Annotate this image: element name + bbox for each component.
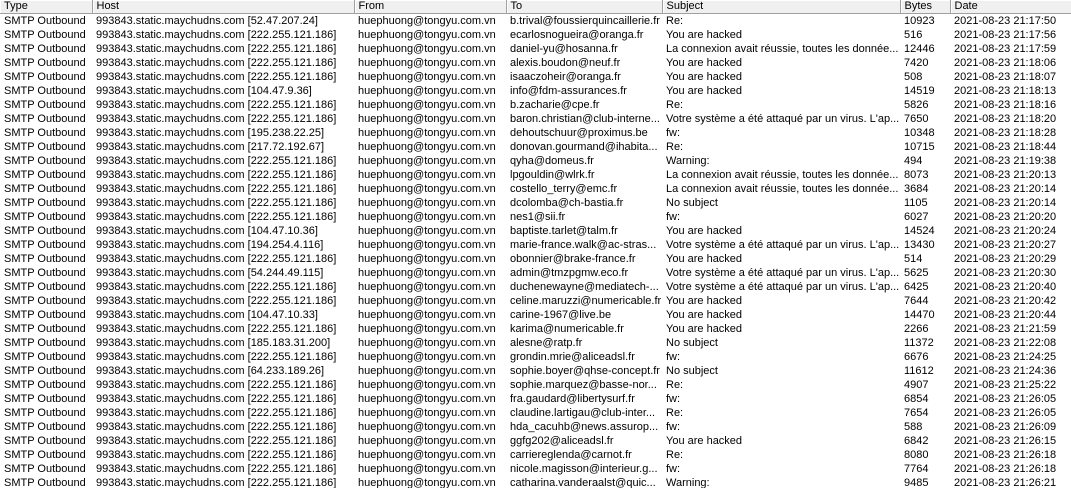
to-cell: b.trival@foussierquincaillerie.fr [510, 15, 660, 27]
subject-cell: Re: [666, 99, 684, 111]
bytes-cell: 4907 [904, 379, 929, 391]
to-cell: donovan.gourmand@ihabita... [510, 141, 658, 153]
from-cell: huephuong@tongyu.com.vn [358, 71, 496, 83]
to-cell: alexis.boudon@neuf.fr [510, 57, 621, 69]
bytes-cell: 14524 [904, 225, 935, 237]
to-cell: isaaczoheir@oranga.fr [510, 71, 621, 83]
table-row[interactable] [0, 364, 1071, 378]
type-cell: SMTP Outbound [4, 239, 86, 251]
date-cell: 2021-08-23 21:18:20 [954, 113, 1057, 125]
date-cell: 2021-08-23 21:26:21 [954, 477, 1057, 488]
subject-cell: Votre système a été attaqué par un virus. L'ap... [666, 113, 900, 125]
table-row[interactable] [0, 336, 1071, 350]
column-header-bytes[interactable]: Bytes [900, 0, 950, 14]
type-cell: SMTP Outbound [4, 211, 86, 223]
to-cell: info@fdm-assurances.fr [510, 85, 627, 97]
bytes-cell: 6854 [904, 393, 929, 405]
host-cell: 993843.static.maychudns.com [222.255.121.186] [96, 183, 337, 195]
subject-cell: fw: [666, 351, 681, 363]
host-cell: 993843.static.maychudns.com [52.47.207.24] [96, 15, 318, 27]
type-cell: SMTP Outbound [4, 113, 86, 125]
date-cell: 2021-08-23 21:17:50 [954, 15, 1057, 27]
bytes-cell: 8080 [904, 449, 929, 461]
subject-cell: Re: [666, 379, 684, 391]
host-cell: 993843.static.maychudns.com [222.255.121.186] [96, 421, 337, 433]
subject-cell: La connexion avait réussie, toutes les donnée... [666, 169, 899, 181]
subject-cell: No subject [666, 197, 718, 209]
table-row[interactable] [0, 266, 1071, 280]
bytes-cell: 10715 [904, 141, 935, 153]
host-cell: 993843.static.maychudns.com [222.255.121.186] [96, 57, 337, 69]
subject-cell: You are hacked [666, 29, 743, 41]
bytes-cell: 11612 [904, 365, 934, 377]
table-row[interactable] [0, 434, 1071, 448]
bytes-cell: 6842 [904, 435, 929, 447]
type-cell: SMTP Outbound [4, 393, 86, 405]
table-row[interactable] [0, 210, 1071, 224]
subject-cell: You are hacked [666, 253, 743, 265]
type-cell: SMTP Outbound [4, 337, 86, 349]
date-cell: 2021-08-23 21:24:36 [954, 365, 1057, 377]
type-cell: SMTP Outbound [4, 281, 86, 293]
host-cell: 993843.static.maychudns.com [222.255.121.186] [96, 351, 337, 363]
type-cell: SMTP Outbound [4, 169, 86, 181]
bytes-cell: 6027 [904, 211, 929, 223]
to-cell: sophie.boyer@qhse-concept.fr [510, 365, 660, 377]
subject-cell: Votre système a été attaqué par un virus. L'ap... [666, 267, 900, 279]
type-cell: SMTP Outbound [4, 295, 86, 307]
from-cell: huephuong@tongyu.com.vn [358, 127, 496, 139]
type-cell: SMTP Outbound [4, 323, 86, 335]
type-cell: SMTP Outbound [4, 449, 86, 461]
from-cell: huephuong@tongyu.com.vn [358, 421, 496, 433]
from-cell: huephuong@tongyu.com.vn [358, 365, 496, 377]
host-cell: 993843.static.maychudns.com [104.47.10.36] [96, 225, 318, 237]
date-cell: 2021-08-23 21:20:30 [954, 267, 1057, 279]
subject-cell: La connexion avait réussie, toutes les donnée... [666, 43, 899, 55]
date-cell: 2021-08-23 21:25:22 [954, 379, 1057, 391]
host-cell: 993843.static.maychudns.com [222.255.121.186] [96, 449, 337, 461]
from-cell: huephuong@tongyu.com.vn [358, 295, 496, 307]
table-row[interactable] [0, 238, 1071, 252]
bytes-cell: 14470 [904, 309, 935, 321]
from-cell: huephuong@tongyu.com.vn [358, 29, 496, 41]
bytes-cell: 13430 [904, 239, 935, 251]
from-cell: huephuong@tongyu.com.vn [358, 141, 496, 153]
table-row[interactable] [0, 294, 1071, 308]
type-cell: SMTP Outbound [4, 197, 86, 209]
date-cell: 2021-08-23 21:20:42 [954, 295, 1057, 307]
date-cell: 2021-08-23 21:17:56 [954, 29, 1057, 41]
type-cell: SMTP Outbound [4, 309, 86, 321]
type-cell: SMTP Outbound [4, 225, 86, 237]
subject-cell: You are hacked [666, 309, 743, 321]
to-cell: alesne@ratp.fr [510, 337, 583, 349]
table-row[interactable] [0, 462, 1071, 476]
date-cell: 2021-08-23 21:18:28 [954, 127, 1057, 139]
bytes-cell: 5826 [904, 99, 929, 111]
table-row[interactable] [0, 28, 1071, 42]
subject-cell: No subject [666, 365, 718, 377]
host-cell: 993843.static.maychudns.com [222.255.121.186] [96, 197, 337, 209]
subject-cell: Re: [666, 449, 684, 461]
date-cell: 2021-08-23 21:20:44 [954, 309, 1057, 321]
host-cell: 993843.static.maychudns.com [195.238.22.25] [96, 127, 325, 139]
host-cell: 993843.static.maychudns.com [222.255.121.186] [96, 435, 337, 447]
column-header-type[interactable]: Type [0, 0, 92, 14]
bytes-cell: 514 [904, 253, 923, 265]
from-cell: huephuong@tongyu.com.vn [358, 43, 496, 55]
table-row[interactable] [0, 42, 1071, 56]
type-cell: SMTP Outbound [4, 267, 86, 279]
from-cell: huephuong@tongyu.com.vn [358, 379, 496, 391]
column-header-from[interactable]: From [354, 0, 506, 14]
host-cell: 993843.static.maychudns.com [104.47.9.36] [96, 85, 312, 97]
type-cell: SMTP Outbound [4, 99, 86, 111]
bytes-cell: 2266 [904, 323, 929, 335]
type-cell: SMTP Outbound [4, 57, 86, 69]
bytes-cell: 14519 [904, 85, 935, 97]
type-cell: SMTP Outbound [4, 183, 86, 195]
to-cell: dcolomba@ch-bastia.fr [510, 197, 624, 209]
table-row[interactable] [0, 196, 1071, 210]
host-cell: 993843.static.maychudns.com [217.72.192.67] [96, 141, 325, 153]
subject-cell: You are hacked [666, 57, 743, 69]
from-cell: huephuong@tongyu.com.vn [358, 113, 496, 125]
table-row[interactable] [0, 476, 1071, 488]
from-cell: huephuong@tongyu.com.vn [358, 337, 496, 349]
to-cell: baron.christian@club-interne... [510, 113, 660, 125]
table-row[interactable] [0, 140, 1071, 154]
host-cell: 993843.static.maychudns.com [222.255.121.186] [96, 29, 337, 41]
subject-cell: Re: [666, 15, 684, 27]
subject-cell: You are hacked [666, 295, 743, 307]
bytes-cell: 508 [904, 71, 923, 83]
subject-cell: You are hacked [666, 85, 743, 97]
subject-cell: No subject [666, 337, 718, 349]
date-cell: 2021-08-23 21:17:59 [954, 43, 1057, 55]
from-cell: huephuong@tongyu.com.vn [358, 477, 496, 488]
host-cell: 993843.static.maychudns.com [222.255.121.186] [96, 113, 337, 125]
bytes-cell: 7654 [904, 407, 929, 419]
from-cell: huephuong@tongyu.com.vn [358, 57, 496, 69]
subject-cell: Warning: [666, 477, 710, 488]
type-cell: SMTP Outbound [4, 379, 86, 391]
to-cell: daniel-yu@hosanna.fr [510, 43, 618, 55]
to-cell: obonnier@brake-france.fr [510, 253, 636, 265]
host-cell: 993843.static.maychudns.com [222.255.121.186] [96, 295, 337, 307]
subject-cell: fw: [666, 393, 681, 405]
table-row[interactable] [0, 350, 1071, 364]
host-cell: 993843.static.maychudns.com [222.255.121.186] [96, 253, 337, 265]
to-cell: fra.gaudard@libertysurf.fr [510, 393, 635, 405]
bytes-cell: 588 [904, 421, 923, 433]
table-row[interactable] [0, 14, 1071, 29]
date-cell: 2021-08-23 21:21:59 [954, 323, 1057, 335]
type-cell: SMTP Outbound [4, 407, 86, 419]
to-cell: qyha@domeus.fr [510, 155, 594, 167]
table-row[interactable] [0, 420, 1071, 434]
host-cell: 993843.static.maychudns.com [222.255.121.186] [96, 155, 337, 167]
subject-cell: fw: [666, 421, 681, 433]
date-cell: 2021-08-23 21:26:05 [954, 393, 1057, 405]
to-cell: admin@tmzpgmw.eco.fr [510, 267, 629, 279]
subject-cell: You are hacked [666, 323, 743, 335]
to-cell: dehoutschuur@proximus.be [510, 127, 648, 139]
host-cell: 993843.static.maychudns.com [54.244.49.115] [96, 267, 324, 279]
table-row[interactable] [0, 182, 1071, 196]
from-cell: huephuong@tongyu.com.vn [358, 323, 496, 335]
type-cell: SMTP Outbound [4, 477, 86, 488]
date-cell: 2021-08-23 21:20:14 [954, 197, 1057, 209]
host-cell: 993843.static.maychudns.com [222.255.121.186] [96, 463, 337, 475]
from-cell: huephuong@tongyu.com.vn [358, 183, 496, 195]
subject-cell: fw: [666, 211, 681, 223]
to-cell: ecarlosnogueira@oranga.fr [510, 29, 644, 41]
to-cell: hda_cacuhb@news.assurop... [510, 421, 659, 433]
from-cell: huephuong@tongyu.com.vn [358, 281, 496, 293]
date-cell: 2021-08-23 21:26:05 [954, 407, 1057, 419]
bytes-cell: 10348 [904, 127, 935, 139]
to-cell: costello_terry@emc.fr [510, 183, 618, 195]
bytes-cell: 5625 [904, 267, 929, 279]
subject-cell: Votre système a été attaqué par un virus. L'ap... [666, 239, 900, 251]
bytes-cell: 494 [904, 155, 923, 167]
subject-cell: Re: [666, 141, 684, 153]
type-cell: SMTP Outbound [4, 351, 86, 363]
date-cell: 2021-08-23 21:20:40 [954, 281, 1057, 293]
type-cell: SMTP Outbound [4, 43, 86, 55]
date-cell: 2021-08-23 21:18:13 [954, 85, 1057, 97]
from-cell: huephuong@tongyu.com.vn [358, 99, 496, 111]
date-cell: 2021-08-23 21:20:13 [954, 169, 1057, 181]
host-cell: 993843.static.maychudns.com [222.255.121.186] [96, 71, 337, 83]
table-row[interactable] [0, 126, 1071, 140]
subject-cell: fw: [666, 127, 681, 139]
date-cell: 2021-08-23 21:20:20 [954, 211, 1057, 223]
from-cell: huephuong@tongyu.com.vn [358, 463, 496, 475]
from-cell: huephuong@tongyu.com.vn [358, 351, 496, 363]
subject-cell: You are hacked [666, 225, 743, 237]
bytes-cell: 1105 [904, 197, 928, 209]
host-cell: 993843.static.maychudns.com [222.255.121.186] [96, 43, 337, 55]
date-cell: 2021-08-23 21:18:44 [954, 141, 1057, 153]
bytes-cell: 6676 [904, 351, 929, 363]
host-cell: 993843.static.maychudns.com [222.255.121.186] [96, 99, 337, 111]
subject-cell: You are hacked [666, 71, 743, 83]
bytes-cell: 9485 [904, 477, 929, 488]
bytes-cell: 11372 [904, 337, 934, 349]
bytes-cell: 10923 [904, 15, 935, 27]
date-cell: 2021-08-23 21:18:16 [954, 99, 1057, 111]
table-row[interactable] [0, 448, 1071, 462]
from-cell: huephuong@tongyu.com.vn [358, 407, 496, 419]
column-header-row [0, 0, 1071, 14]
subject-cell: fw: [666, 463, 681, 475]
to-cell: baptiste.tarlet@talm.fr [510, 225, 618, 237]
from-cell: huephuong@tongyu.com.vn [358, 225, 496, 237]
bytes-cell: 7644 [904, 295, 929, 307]
from-cell: huephuong@tongyu.com.vn [358, 15, 496, 27]
to-cell: ggfg202@aliceadsl.fr [510, 435, 614, 447]
to-cell: nes1@sii.fr [510, 211, 566, 223]
date-cell: 2021-08-23 21:19:38 [954, 155, 1057, 167]
date-cell: 2021-08-23 21:26:18 [954, 449, 1057, 461]
type-cell: SMTP Outbound [4, 15, 86, 27]
table-row[interactable] [0, 112, 1071, 126]
host-cell: 993843.static.maychudns.com [104.47.10.33] [96, 309, 318, 321]
to-cell: nicole.magisson@interieur.g... [510, 463, 658, 475]
type-cell: SMTP Outbound [4, 365, 86, 377]
column-header-subject[interactable]: Subject [662, 0, 900, 14]
type-cell: SMTP Outbound [4, 29, 86, 41]
table-row[interactable] [0, 154, 1071, 168]
date-cell: 2021-08-23 21:20:24 [954, 225, 1057, 237]
from-cell: huephuong@tongyu.com.vn [358, 253, 496, 265]
type-cell: SMTP Outbound [4, 85, 86, 97]
to-cell: sophie.marquez@basse-nor... [510, 379, 657, 391]
host-cell: 993843.static.maychudns.com [222.255.121.186] [96, 379, 337, 391]
bytes-cell: 3684 [904, 183, 929, 195]
from-cell: huephuong@tongyu.com.vn [358, 85, 496, 97]
date-cell: 2021-08-23 21:26:18 [954, 463, 1057, 475]
table-row[interactable] [0, 252, 1071, 266]
type-cell: SMTP Outbound [4, 435, 86, 447]
date-cell: 2021-08-23 21:18:07 [954, 71, 1057, 83]
host-cell: 993843.static.maychudns.com [194.254.4.116] [96, 239, 324, 251]
column-header-to[interactable]: To [506, 0, 662, 14]
bytes-cell: 12446 [904, 43, 935, 55]
type-cell: SMTP Outbound [4, 141, 86, 153]
to-cell: claudine.lartigau@club-inter... [510, 407, 656, 419]
subject-cell: Votre système a été attaqué par un virus. L'ap... [666, 281, 900, 293]
to-cell: duchenewayne@mediatech-... [510, 281, 659, 293]
table-row[interactable] [0, 378, 1071, 392]
date-cell: 2021-08-23 21:20:14 [954, 183, 1057, 195]
column-header-host[interactable]: Host [92, 0, 354, 14]
host-cell: 993843.static.maychudns.com [64.233.189.26] [96, 365, 325, 377]
to-cell: carine-1967@live.be [510, 309, 612, 321]
to-cell: marie-france.walk@ac-stras... [510, 239, 657, 251]
type-cell: SMTP Outbound [4, 155, 86, 167]
table-row[interactable] [0, 406, 1071, 420]
from-cell: huephuong@tongyu.com.vn [358, 239, 496, 251]
host-cell: 993843.static.maychudns.com [185.183.31.200] [96, 337, 331, 349]
date-cell: 2021-08-23 21:24:25 [954, 351, 1057, 363]
column-header-date[interactable]: Date [950, 0, 1071, 14]
bytes-cell: 7420 [904, 57, 929, 69]
date-cell: 2021-08-23 21:20:27 [954, 239, 1057, 251]
from-cell: huephuong@tongyu.com.vn [358, 393, 496, 405]
table-row[interactable] [0, 56, 1071, 70]
subject-cell: Re: [666, 407, 684, 419]
to-cell: catharina.vanderaalst@quic... [510, 477, 656, 488]
subject-cell: La connexion avait réussie, toutes les donnée... [666, 183, 899, 195]
date-cell: 2021-08-23 21:26:09 [954, 421, 1057, 433]
table-row[interactable] [0, 280, 1071, 294]
table-row[interactable] [0, 392, 1071, 406]
from-cell: huephuong@tongyu.com.vn [358, 435, 496, 447]
table-row[interactable] [0, 168, 1071, 182]
bytes-cell: 8073 [904, 169, 929, 181]
type-cell: SMTP Outbound [4, 253, 86, 265]
table-row[interactable] [0, 98, 1071, 112]
to-cell: b.zacharie@cpe.fr [510, 99, 600, 111]
date-cell: 2021-08-23 21:22:08 [954, 337, 1057, 349]
date-cell: 2021-08-23 21:20:29 [954, 253, 1057, 265]
subject-cell: Warning: [666, 155, 710, 167]
to-cell: grondin.mrie@aliceadsl.fr [510, 351, 635, 363]
table-row[interactable] [0, 308, 1071, 322]
date-cell: 2021-08-23 21:18:06 [954, 57, 1057, 69]
from-cell: huephuong@tongyu.com.vn [358, 267, 496, 279]
host-cell: 993843.static.maychudns.com [222.255.121.186] [96, 169, 337, 181]
to-cell: karima@numericable.fr [510, 323, 624, 335]
to-cell: celine.maruzzi@numericable.fr [510, 295, 662, 307]
table-row[interactable] [0, 224, 1071, 238]
bytes-cell: 6425 [904, 281, 929, 293]
host-cell: 993843.static.maychudns.com [222.255.121.186] [96, 393, 337, 405]
type-cell: SMTP Outbound [4, 421, 86, 433]
table-row[interactable] [0, 70, 1071, 84]
bytes-cell: 7764 [904, 463, 929, 475]
host-cell: 993843.static.maychudns.com [222.255.121.186] [96, 407, 337, 419]
host-cell: 993843.static.maychudns.com [222.255.121.186] [96, 281, 337, 293]
type-cell: SMTP Outbound [4, 127, 86, 139]
bytes-cell: 516 [904, 29, 923, 41]
subject-cell: You are hacked [666, 435, 743, 447]
from-cell: huephuong@tongyu.com.vn [358, 169, 496, 181]
type-cell: SMTP Outbound [4, 71, 86, 83]
date-cell: 2021-08-23 21:26:15 [954, 435, 1057, 447]
from-cell: huephuong@tongyu.com.vn [358, 211, 496, 223]
bytes-cell: 7650 [904, 113, 929, 125]
to-cell: lpgouldin@wlrk.fr [510, 169, 595, 181]
from-cell: huephuong@tongyu.com.vn [358, 449, 496, 461]
type-cell: SMTP Outbound [4, 463, 86, 475]
from-cell: huephuong@tongyu.com.vn [358, 309, 496, 321]
host-cell: 993843.static.maychudns.com [222.255.121.186] [96, 323, 337, 335]
from-cell: huephuong@tongyu.com.vn [358, 155, 496, 167]
host-cell: 993843.static.maychudns.com [222.255.121.186] [96, 211, 337, 223]
table-row[interactable] [0, 322, 1071, 336]
to-cell: carriereglenda@carnot.fr [510, 449, 632, 461]
table-row[interactable] [0, 84, 1071, 98]
from-cell: huephuong@tongyu.com.vn [358, 197, 496, 209]
host-cell: 993843.static.maychudns.com [222.255.121.186] [96, 477, 337, 488]
